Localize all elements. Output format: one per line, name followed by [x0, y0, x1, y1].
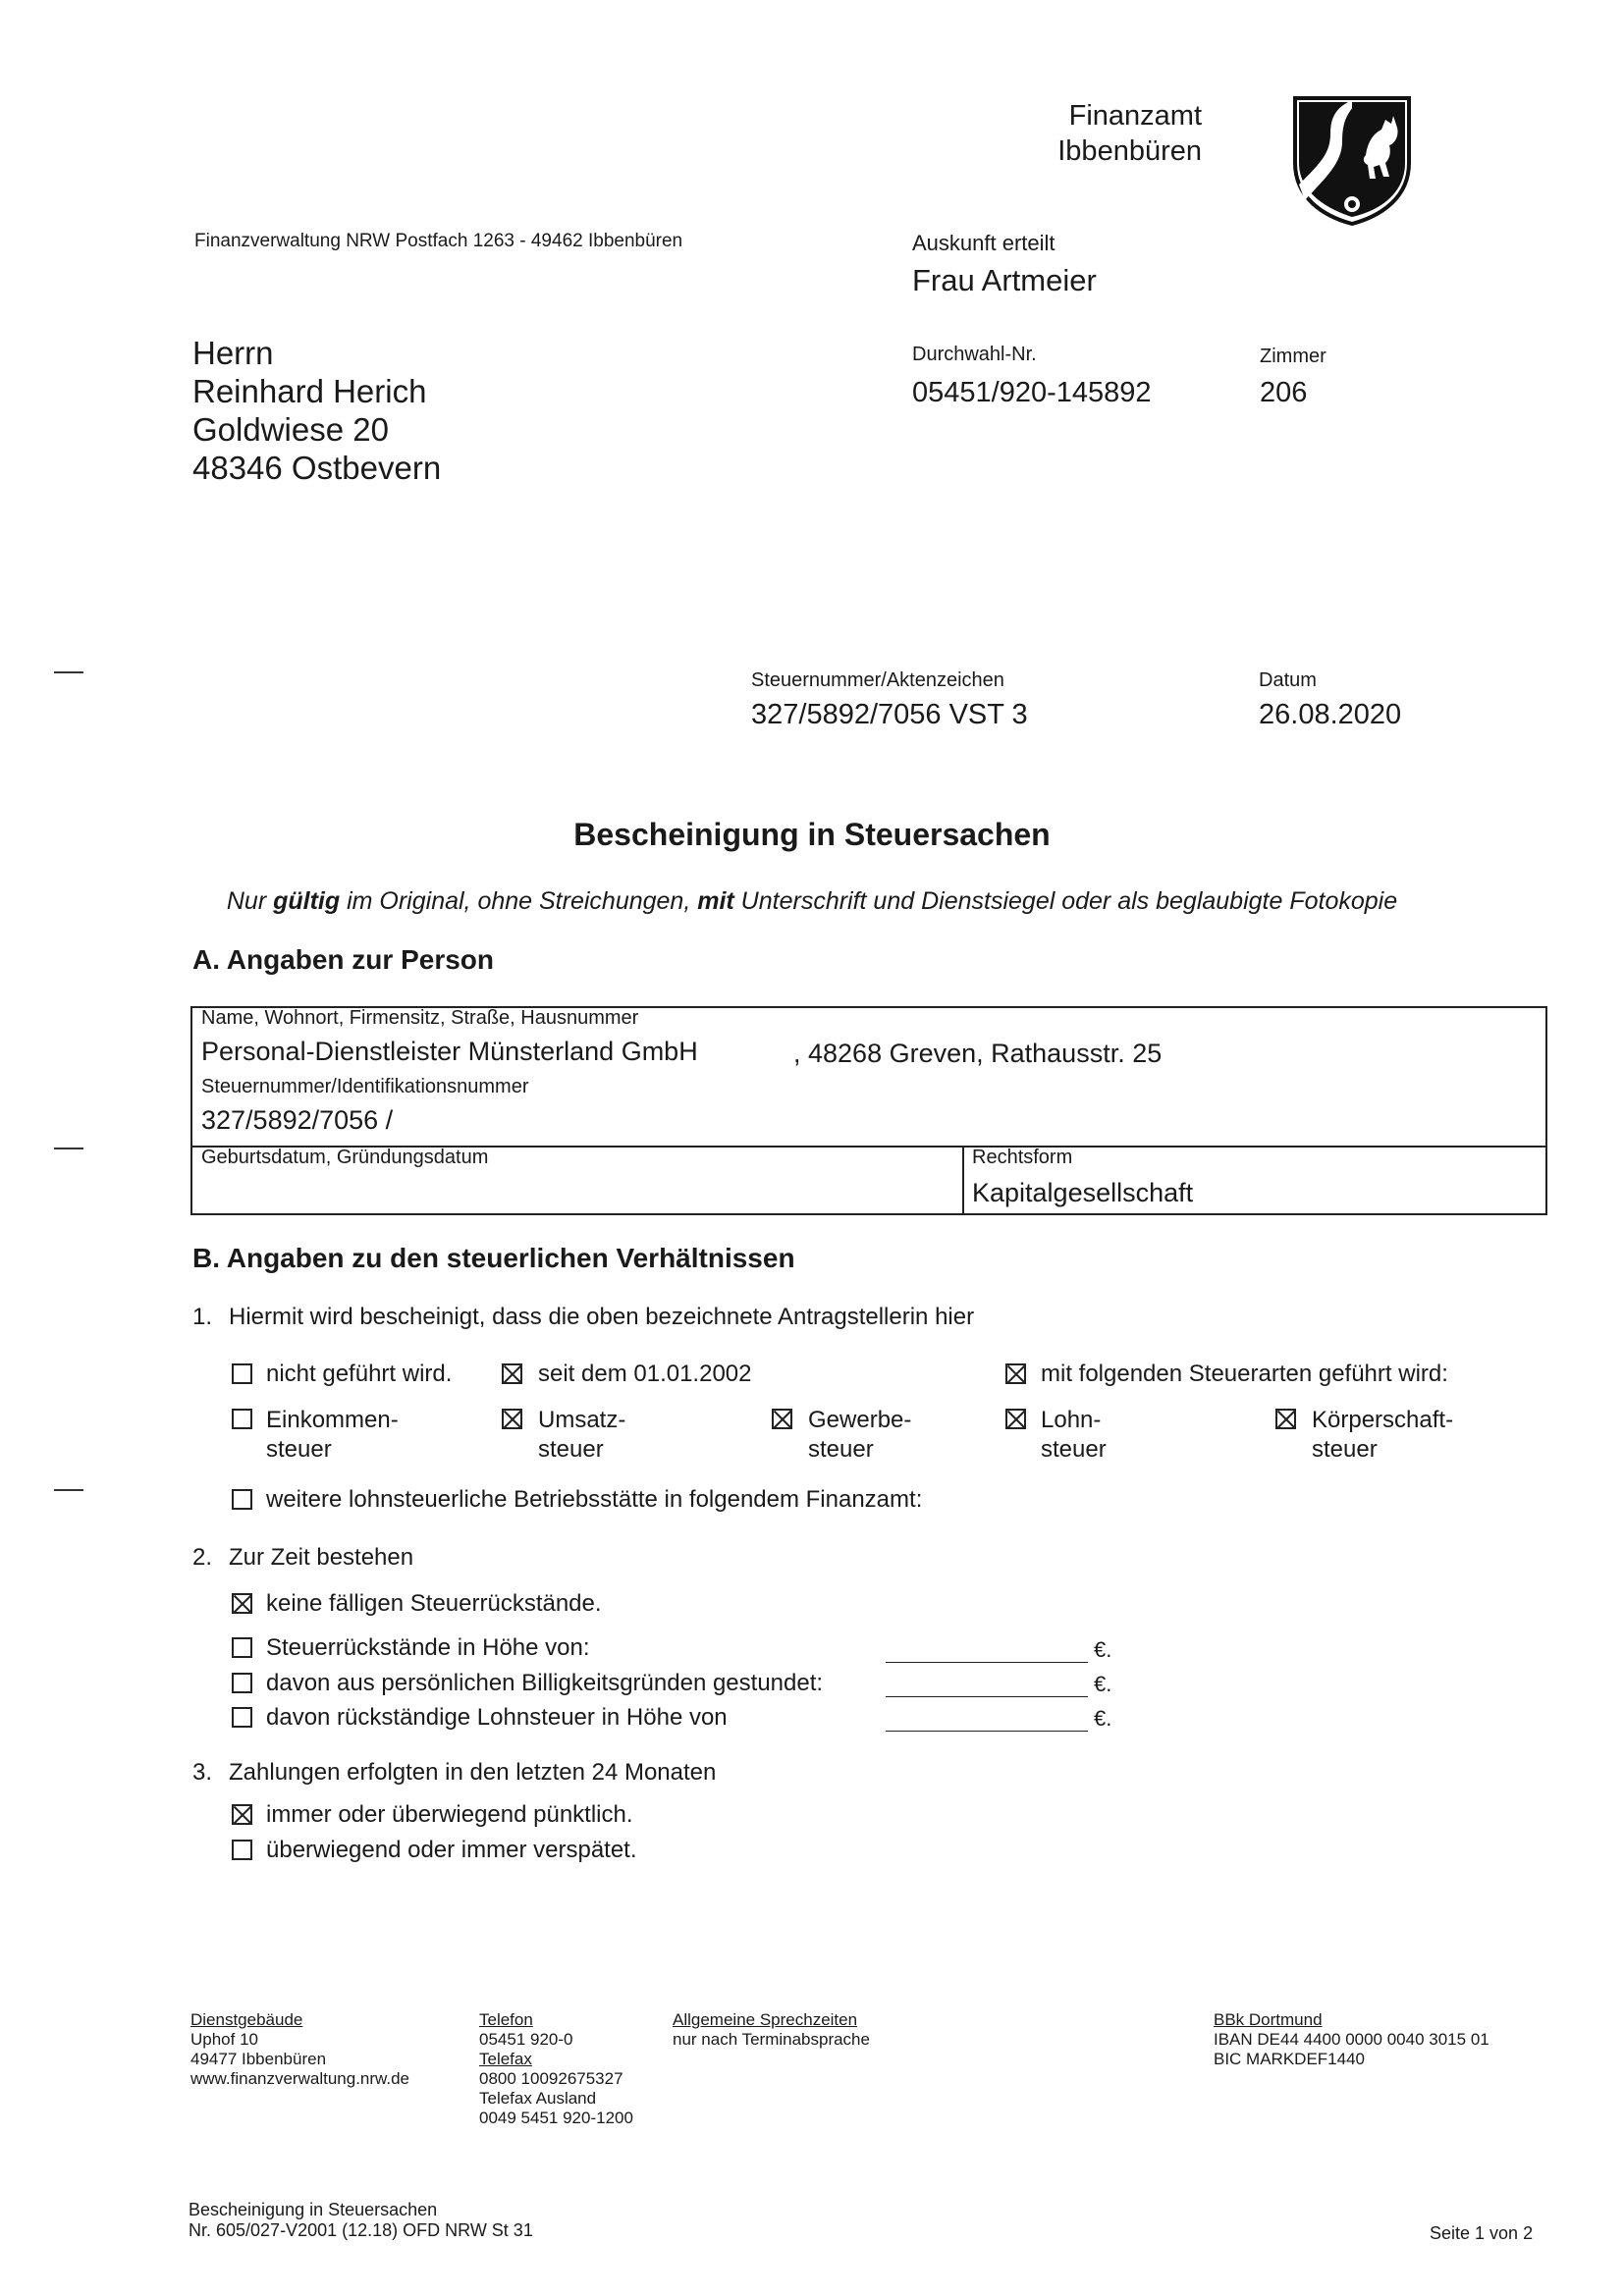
legal-form-label: Rechtsform: [972, 1147, 1073, 1168]
recipient-salutation: Herrn: [192, 335, 274, 371]
deferred-amount-line: [886, 1696, 1088, 1697]
corporate-tax-line2: steuer: [1312, 1436, 1378, 1463]
footer-phone-line: 05451 920-0: [479, 2030, 573, 2049]
wage-arrears-currency: €.: [1094, 1706, 1112, 1731]
item2-number: 2.: [192, 1544, 213, 1571]
wage-arrears-label: davon rückständige Lohnsteuer in Höhe von: [266, 1704, 728, 1731]
recipient-name: Reinhard Herich: [192, 373, 427, 409]
office-name: [1041, 98, 1202, 169]
checkbox-no-arrears[interactable]: [232, 1593, 252, 1614]
corporate-tax-line1: Körperschaft-: [1312, 1407, 1454, 1433]
footer-bank: [1214, 2010, 1489, 2069]
item1-text: Hiermit wird bescheinigt, dass die oben bezeichnete Antragstellerin hier: [229, 1304, 975, 1330]
footer-phone-label: Telefon: [479, 2010, 533, 2029]
recipient-address: [192, 334, 441, 487]
legal-form-value: Kapitalgesellschaft: [972, 1178, 1194, 1207]
footer-fax-label: Telefax: [479, 2050, 532, 2068]
footer-bank-line: BIC MARKDEF1440: [1214, 2050, 1365, 2068]
footer-phone: [479, 2010, 633, 2128]
deferred-currency: €.: [1094, 1672, 1112, 1696]
phone-label: Durchwahl-Nr.: [912, 344, 1037, 365]
income-tax-label: [266, 1406, 399, 1465]
checkbox-arrears[interactable]: [232, 1637, 252, 1658]
office-name-line1: Finanzamt: [1068, 100, 1202, 132]
item1-number: 1.: [192, 1304, 213, 1330]
footer-building-line: 49477 Ibbenbüren: [190, 2050, 327, 2068]
trade-tax-label: [808, 1406, 911, 1465]
room-value: 206: [1260, 377, 1308, 408]
checkbox-corporate-tax[interactable]: [1275, 1409, 1296, 1429]
footer-hours: [673, 2010, 870, 2050]
office-name-line2: Ibbenbüren: [1057, 135, 1202, 167]
validity-note-part: Unterschrift und Dienstsiegel oder als beglaubigte Fotokopie: [733, 887, 1398, 915]
fold-mark: [54, 671, 83, 673]
footer-building-line: Uphof 10: [190, 2030, 258, 2049]
wage-arrears-amount-line: [886, 1731, 1088, 1732]
name-label: Name, Wohnort, Firmensitz, Straße, Hausnummer: [201, 1007, 639, 1029]
sales-tax-line2: steuer: [538, 1436, 604, 1463]
punctual-label: immer oder überwiegend pünktlich.: [266, 1801, 633, 1828]
checkbox-since[interactable]: [502, 1363, 522, 1384]
checkbox-income-tax[interactable]: [232, 1409, 252, 1429]
checkbox-wage-arrears[interactable]: [232, 1707, 252, 1728]
checkbox-trade-tax[interactable]: [772, 1409, 792, 1429]
checkbox-wage-tax[interactable]: [1005, 1409, 1026, 1429]
recipient-city: 48346 Ostbevern: [192, 450, 442, 486]
late-label: überwiegend oder immer verspätet.: [266, 1837, 637, 1863]
fold-mark: [54, 1489, 83, 1491]
section-b-heading: B. Angaben zu den steuerlichen Verhältnissen: [192, 1243, 795, 1273]
item2-text: Zur Zeit bestehen: [229, 1544, 414, 1571]
since-label: seit dem 01.01.2002: [538, 1361, 752, 1387]
further-site-label: weitere lohnsteuerliche Betriebsstätte in folgendem Finanzamt:: [266, 1486, 923, 1513]
taxid-value: 327/5892/7056 /: [201, 1105, 394, 1135]
validity-note-emphasis: mit: [697, 887, 734, 915]
checkbox-with-types[interactable]: [1005, 1363, 1026, 1384]
arrears-amount-line: [886, 1662, 1088, 1663]
footer-hours-label: Allgemeine Sprechzeiten: [673, 2010, 858, 2029]
taxid-label: Steuernummer/Identifikationsnummer: [201, 1076, 529, 1097]
footer-fax-line: 0800 10092675327: [479, 2069, 623, 2088]
corporate-tax-label: [1312, 1406, 1453, 1465]
tax-number-label: Steuernummer/Aktenzeichen: [751, 669, 1004, 691]
footer-hours-line: nur nach Terminabsprache: [673, 2030, 870, 2049]
date-value: 26.08.2020: [1259, 699, 1402, 730]
checkbox-further-site[interactable]: [232, 1489, 252, 1510]
footer-form-number: Nr. 605/027-V2001 (12.18) OFD NRW St 31: [189, 2220, 533, 2240]
trade-tax-line1: Gewerbe-: [808, 1407, 912, 1433]
date-label: Datum: [1259, 669, 1317, 691]
validity-note-part: Nur: [226, 887, 274, 915]
info-name: Frau Artmeier: [912, 263, 1097, 297]
item3-text: Zahlungen erfolgten in den letzten 24 Monaten: [229, 1759, 717, 1786]
footer-website-link[interactable]: www.finanzverwaltung.nrw.de: [190, 2069, 410, 2088]
checkbox-not-kept[interactable]: [232, 1363, 252, 1384]
footer-fax-line: 0049 5451 920-1200: [479, 2109, 633, 2127]
no-arrears-label: keine fälligen Steuerrückstände.: [266, 1590, 602, 1617]
validity-note: [0, 887, 1624, 916]
checkbox-punctual[interactable]: [232, 1804, 252, 1825]
sales-tax-line1: Umsatz-: [538, 1407, 626, 1433]
income-tax-line2: steuer: [266, 1436, 332, 1463]
section-a-heading: A. Angaben zur Person: [192, 944, 495, 975]
birth-date-label: Geburtsdatum, Gründungsdatum: [201, 1147, 489, 1168]
company-name: Personal-Dienstleister Münsterland GmbH: [201, 1037, 698, 1066]
phone-value: 05451/920-145892: [912, 377, 1152, 408]
footer-building-label: Dienstgebäude: [190, 2010, 303, 2029]
validity-note-emphasis: gültig: [273, 887, 341, 915]
not-kept-label: nicht geführt wird.: [266, 1361, 453, 1387]
footer-building: [190, 2010, 409, 2089]
document-title: Bescheinigung in Steuersachen: [573, 817, 1051, 852]
footer-fax-line: Telefax Ausland: [479, 2089, 597, 2108]
wage-tax-label: [1041, 1406, 1107, 1465]
footer-form-id: [189, 2200, 533, 2241]
trade-tax-line2: steuer: [808, 1436, 874, 1463]
fold-mark: [54, 1148, 83, 1149]
sales-tax-label: [538, 1406, 625, 1465]
income-tax-line1: Einkommen-: [266, 1407, 399, 1433]
nrw-coat-of-arms-icon: [1291, 94, 1413, 226]
table-divider-vertical: [962, 1146, 964, 1215]
checkbox-late[interactable]: [232, 1840, 252, 1860]
wage-tax-line1: Lohn-: [1041, 1407, 1102, 1433]
with-types-label: mit folgenden Steuerarten geführt wird:: [1041, 1361, 1448, 1387]
item3-number: 3.: [192, 1759, 213, 1786]
footer-form-title: Bescheinigung in Steuersachen: [189, 2200, 438, 2219]
page-number: Seite 1 von 2: [1430, 2223, 1534, 2243]
footer-bank-label: BBk Dortmund: [1214, 2010, 1323, 2029]
wage-tax-line2: steuer: [1041, 1436, 1107, 1463]
checkbox-deferred[interactable]: [232, 1673, 252, 1693]
footer-bank-line: IBAN DE44 4400 0000 0040 3015 01: [1214, 2030, 1489, 2049]
tax-number-value: 327/5892/7056 VST 3: [751, 699, 1028, 730]
company-address: , 48268 Greven, Rathausstr. 25: [793, 1039, 1163, 1068]
info-label: Auskunft erteilt: [912, 231, 1056, 255]
room-label: Zimmer: [1260, 346, 1326, 367]
checkbox-sales-tax[interactable]: [502, 1409, 522, 1429]
deferred-label: davon aus persönlichen Billigkeitsgründen gestundet:: [266, 1670, 824, 1696]
arrears-currency: €.: [1094, 1637, 1112, 1662]
recipient-street: Goldwiese 20: [192, 411, 389, 448]
sender-line: Finanzverwaltung NRW Postfach 1263 - 49462 Ibbenbüren: [194, 231, 683, 251]
arrears-label: Steuerrückstände in Höhe von:: [266, 1634, 590, 1661]
validity-note-part: im Original, ohne Streichungen,: [340, 887, 698, 915]
